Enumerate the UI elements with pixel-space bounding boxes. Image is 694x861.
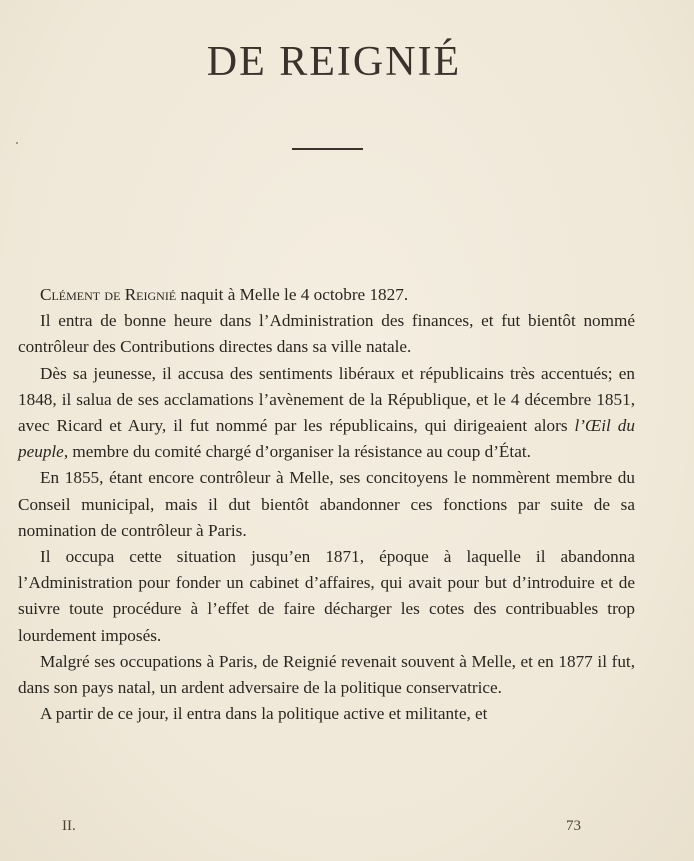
page-title: DE REIGNIÉ: [206, 39, 462, 85]
body-text: [18, 282, 635, 727]
paper-speck: [16, 142, 18, 144]
page-number: 73: [566, 818, 581, 834]
newspaper-title: l’Œil du peuple: [18, 416, 635, 462]
paragraph-3-text-before: Dès sa jeunesse, il accusa des sentiments libéraux et républicains très accentués; en 1848, il salua de ses acclamations l’avènement de la République, et le 4 décembre 1851, avec Ricard et Aury, il fut nommé par les républicains, qui dirigeaient alors: [18, 363, 635, 436]
signature-mark: II.: [62, 818, 76, 834]
paragraph-3-text-after: , membre du comité chargé d’organiser la résistance au coup d’État.: [63, 442, 531, 462]
paragraph-2: Il entra de bonne heure dans l’Administration des finances, et fut bientôt nommé contrôleur des Contributions directes dans sa ville natale.: [18, 311, 635, 357]
subject-name: Clément de Reignié: [40, 285, 177, 304]
paragraph-1: [18, 282, 635, 308]
paragraph-5: Il occupa cette situation jusqu’en 1871, époque à laquelle il abandonna l’Administration pour fonder un cabinet d’affaires, qui avait pour but d’introduire et de suivre toute procédure à l’effet de faire décharger les cotes des contribuables trop lourdement imposés.: [18, 547, 635, 645]
paragraph-3: [18, 361, 635, 466]
paragraph-7: A partir de ce jour, il entra dans la politique active et militante, et: [40, 704, 488, 724]
paragraph-1-text: naquit à Melle le 4 octobre 1827.: [176, 285, 409, 304]
paragraph-4: En 1855, étant encore contrôleur à Melle, ses concitoyens le nommèrent membre du Conseil municipal, mais il dut bientôt abandonner ces fonctions par suite de sa nomination de contrôleur à Paris.: [18, 468, 635, 540]
paragraph-6: Malgré ses occupations à Paris, de Reignié revenait souvent à Melle, et en 1877 il fut, dans son pays natal, un ardent adversaire de la politique conservatrice.: [18, 651, 635, 698]
title-rule: [292, 148, 363, 150]
